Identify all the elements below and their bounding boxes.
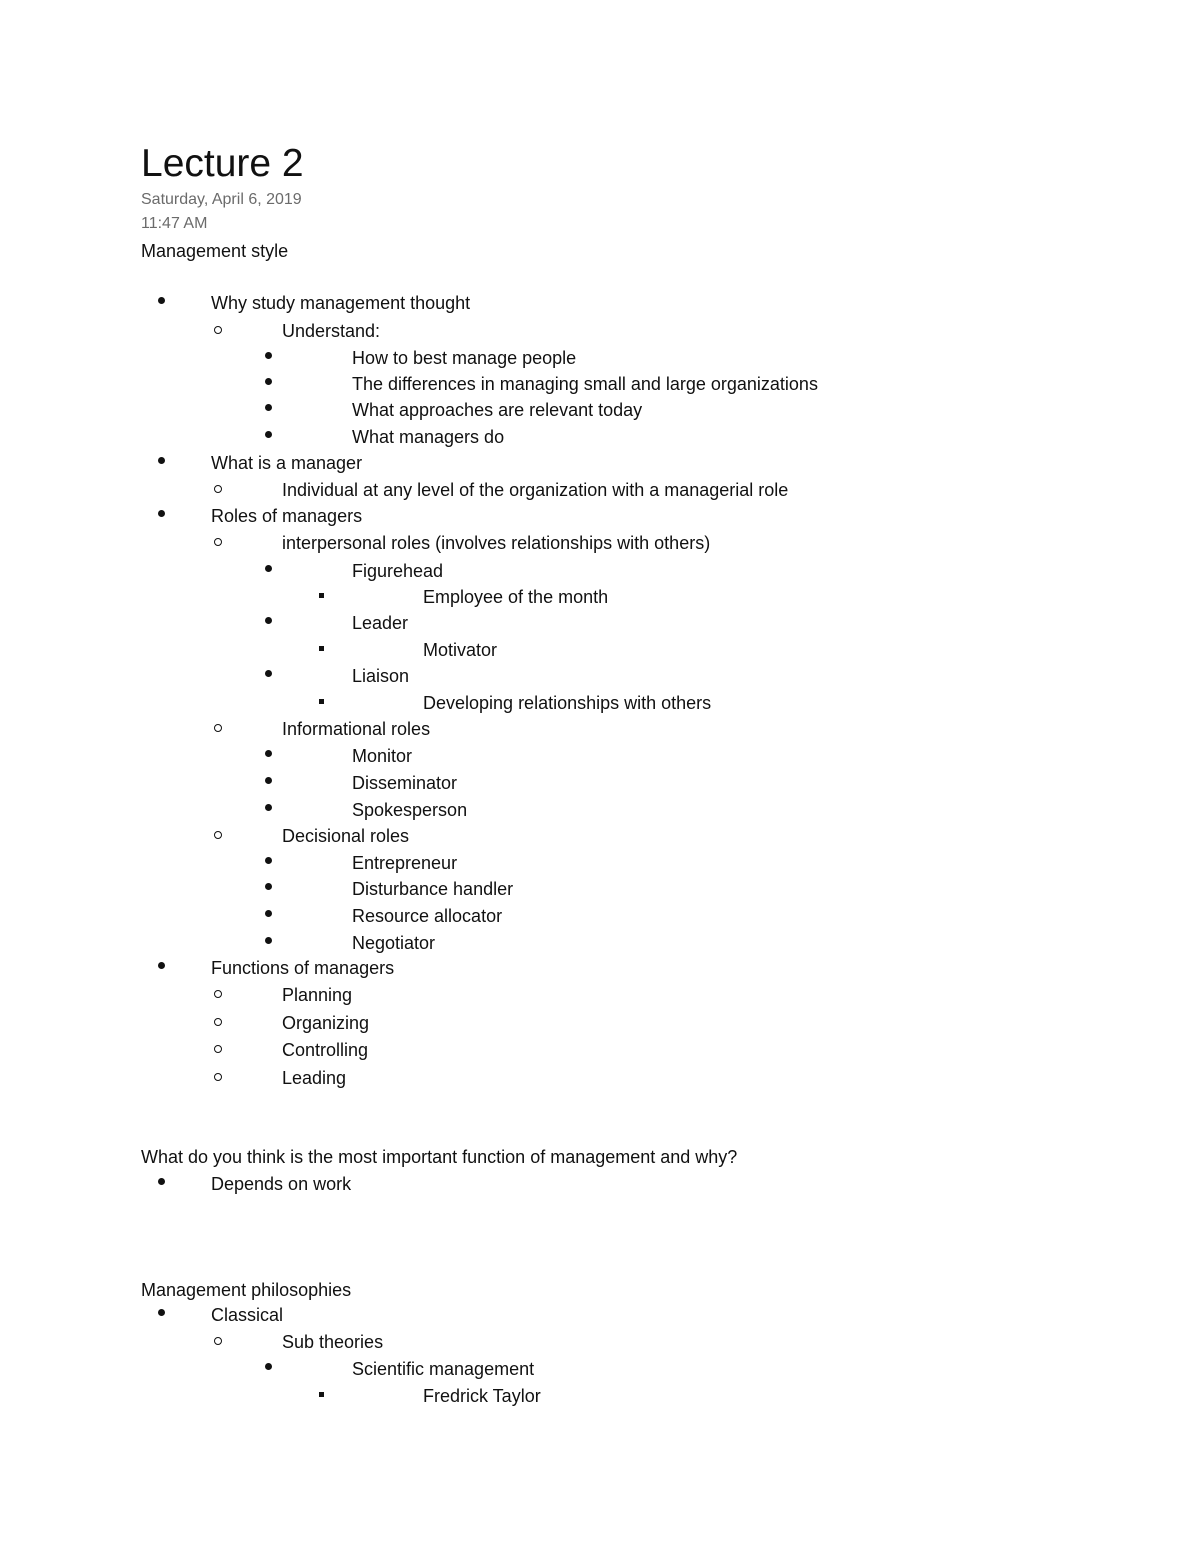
item-text: Management style — [141, 241, 289, 261]
list-item — [0, 1172, 1200, 1196]
item-text: Individual at any level of the organization with a managerial role — [282, 480, 789, 500]
item-text: Figurehead — [352, 561, 444, 581]
bullet-circle-icon — [214, 538, 222, 546]
item-text: Management philosophies — [141, 1280, 352, 1300]
item-text: Leading — [282, 1068, 347, 1088]
item-text: Monitor — [352, 746, 413, 766]
list-item — [0, 398, 1200, 422]
bullet-square-icon — [319, 593, 324, 598]
item-text: Negotiator — [352, 933, 436, 953]
bullet-disc-icon — [265, 937, 272, 944]
bullet-disc-icon — [265, 404, 272, 411]
list-item — [0, 504, 1200, 528]
list-item — [0, 531, 1200, 555]
bullet-disc-icon — [265, 431, 272, 438]
item-text: Disseminator — [352, 773, 458, 793]
item-text: interpersonal roles (involves relationships with others) — [282, 533, 711, 553]
page-title: Lecture 2 — [141, 142, 304, 185]
list-item — [0, 638, 1200, 662]
list-item — [0, 585, 1200, 609]
item-text: What is a manager — [211, 453, 363, 473]
item-text: Resource allocator — [352, 906, 503, 926]
list-item — [0, 1303, 1200, 1327]
list-item — [0, 771, 1200, 795]
bullet-circle-icon — [214, 1073, 222, 1081]
list-item — [0, 611, 1200, 635]
list-item — [0, 824, 1200, 848]
note-time: 11:47 AM — [141, 215, 208, 232]
list-item — [0, 372, 1200, 396]
list-item — [0, 319, 1200, 343]
bullet-square-icon — [319, 1392, 324, 1397]
bullet-disc-icon — [265, 1363, 272, 1370]
item-text: Entrepreneur — [352, 853, 458, 873]
list-item — [0, 877, 1200, 901]
list-item — [0, 478, 1200, 502]
list-item — [0, 904, 1200, 928]
list-item — [0, 717, 1200, 741]
list-item — [0, 291, 1200, 315]
bullet-disc-icon — [158, 457, 165, 464]
list-item — [0, 559, 1200, 583]
list-item — [0, 691, 1200, 715]
item-text: Leader — [352, 613, 409, 633]
heading-line — [0, 239, 1200, 263]
list-item — [0, 1066, 1200, 1090]
bullet-square-icon — [319, 646, 324, 651]
list-item — [0, 1011, 1200, 1035]
list-item — [0, 1038, 1200, 1062]
bullet-circle-icon — [214, 326, 222, 334]
bullet-circle-icon — [214, 485, 222, 493]
bullet-disc-icon — [265, 750, 272, 757]
bullet-disc-icon — [158, 1178, 165, 1185]
bullet-disc-icon — [265, 883, 272, 890]
item-text: Informational roles — [282, 719, 431, 739]
list-item — [0, 744, 1200, 768]
item-text: Developing relationships with others — [423, 693, 712, 713]
bullet-disc-icon — [158, 962, 165, 969]
list-item — [0, 931, 1200, 955]
bullet-disc-icon — [265, 857, 272, 864]
bullet-disc-icon — [265, 378, 272, 385]
bullet-disc-icon — [265, 777, 272, 784]
bullet-disc-icon — [158, 510, 165, 517]
bullet-disc-icon — [265, 910, 272, 917]
item-text: Classical — [211, 1305, 284, 1325]
heading-line — [0, 1278, 1200, 1302]
item-text: The differences in managing small and large organizations — [352, 374, 818, 394]
item-text: Planning — [282, 985, 353, 1005]
item-text: Depends on work — [211, 1174, 352, 1194]
bullet-circle-icon — [214, 1337, 222, 1345]
heading-line — [0, 1145, 1200, 1169]
item-text: Sub theories — [282, 1332, 384, 1352]
item-text: Fredrick Taylor — [423, 1386, 541, 1406]
bullet-disc-icon — [265, 565, 272, 572]
item-text: Decisional roles — [282, 826, 410, 846]
list-item — [0, 425, 1200, 449]
bullet-circle-icon — [214, 831, 222, 839]
list-item — [0, 346, 1200, 370]
list-item — [0, 851, 1200, 875]
item-text: Employee of the month — [423, 587, 609, 607]
bullet-circle-icon — [214, 1045, 222, 1053]
list-item — [0, 956, 1200, 980]
bullet-disc-icon — [158, 297, 165, 304]
item-text: Roles of managers — [211, 506, 363, 526]
list-item — [0, 664, 1200, 688]
bullet-disc-icon — [265, 804, 272, 811]
item-text: Organizing — [282, 1013, 370, 1033]
item-text: Spokesperson — [352, 800, 468, 820]
bullet-disc-icon — [158, 1309, 165, 1316]
item-text: What managers do — [352, 427, 505, 447]
bullet-circle-icon — [214, 990, 222, 998]
item-text: Why study management thought — [211, 293, 471, 313]
bullet-disc-icon — [265, 670, 272, 677]
list-item — [0, 1330, 1200, 1354]
item-text: Controlling — [282, 1040, 369, 1060]
bullet-circle-icon — [214, 724, 222, 732]
item-text: Motivator — [423, 640, 498, 660]
item-text: Scientific management — [352, 1359, 535, 1379]
note-date: Saturday, April 6, 2019 — [141, 191, 302, 208]
item-text: Functions of managers — [211, 958, 395, 978]
bullet-square-icon — [319, 699, 324, 704]
item-text: Liaison — [352, 666, 410, 686]
item-text: What approaches are relevant today — [352, 400, 643, 420]
item-text: Understand: — [282, 321, 381, 341]
list-item — [0, 1384, 1200, 1408]
item-text: Disturbance handler — [352, 879, 514, 899]
bullet-circle-icon — [214, 1018, 222, 1026]
item-text: What do you think is the most important function of management and why? — [141, 1147, 738, 1167]
list-item — [0, 983, 1200, 1007]
list-item — [0, 798, 1200, 822]
list-item — [0, 1357, 1200, 1381]
list-item — [0, 451, 1200, 475]
bullet-disc-icon — [265, 352, 272, 359]
item-text: How to best manage people — [352, 348, 577, 368]
bullet-disc-icon — [265, 617, 272, 624]
